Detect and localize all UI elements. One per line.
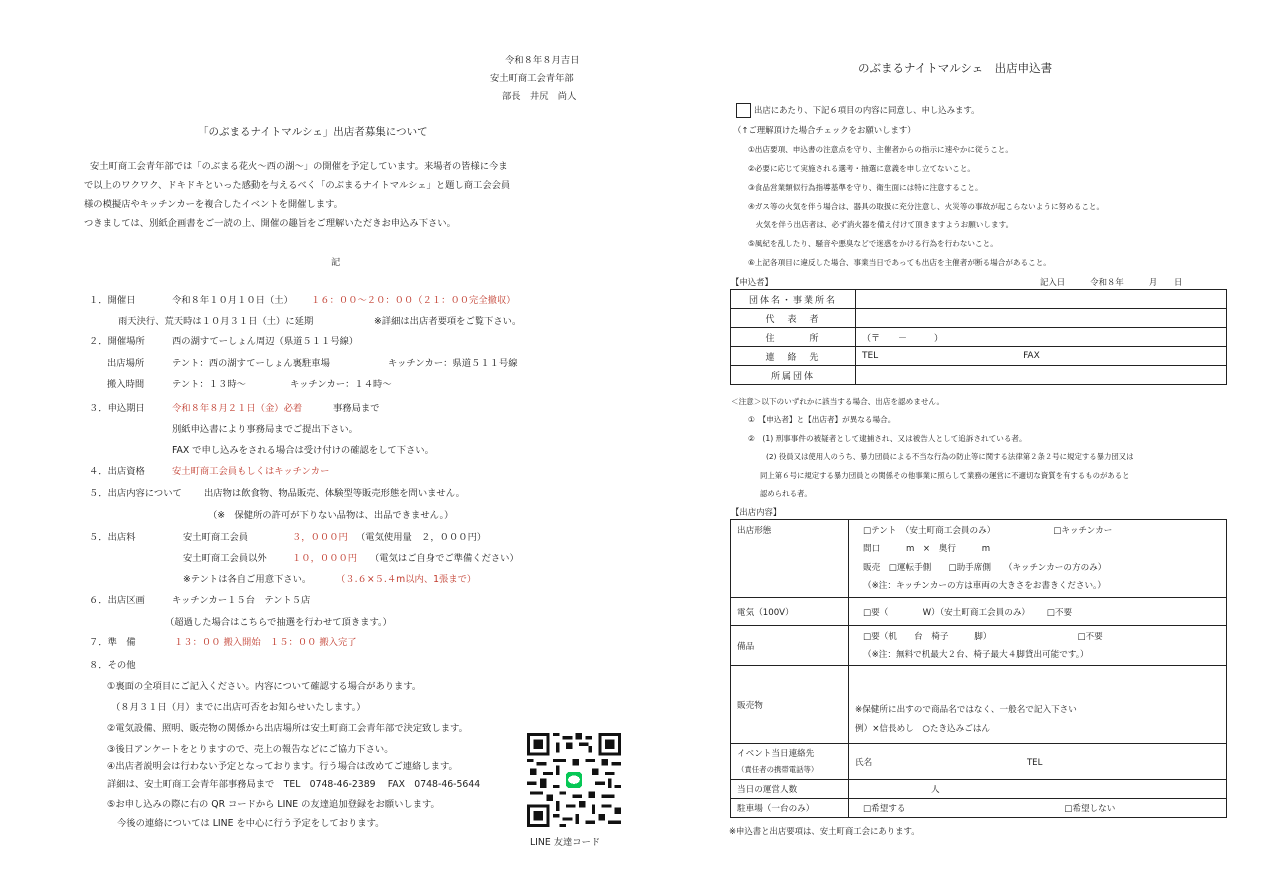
venue-value: 西の湖すてーしょん周辺（県道５１１号線） bbox=[172, 336, 359, 347]
fee-member-price: ３，０００円 bbox=[292, 532, 348, 543]
equip-field[interactable] bbox=[849, 626, 1227, 666]
equip-no-option[interactable]: □不要 bbox=[1077, 631, 1103, 642]
area-value: キッチンカー１５台 テント５店 bbox=[172, 595, 311, 606]
other-line-2: （８月３１日（月）までに出店可否をお知らせいたします。） bbox=[111, 702, 366, 713]
intro-line-4: つきましては、別紙企画書をご一読の上、開催の趣旨をご理解いただきお申込み下さい。 bbox=[84, 218, 456, 229]
affiliation-label: 所属団体 bbox=[731, 366, 856, 385]
rain-detail: ※詳細は出店者要項をご覧下さい。 bbox=[374, 316, 522, 327]
note-2-2: (2) 役員又は使用人のうち、暴力団員による不当な行為の防止等に関する法律第２条２号に規定する暴力団又は bbox=[766, 452, 1134, 461]
apply-label: ３．申込期日 bbox=[89, 403, 145, 414]
note-2-1: ② (1) 刑事事件の被疑者として逮捕され、又は被告人として追訴されている者。 bbox=[748, 434, 1027, 443]
type-tent-option[interactable]: □テント （安土町商工会員のみ） bbox=[863, 525, 996, 536]
staff-unit: 人 bbox=[931, 785, 940, 795]
other-line-5: ④出店者説明会は行わない予定となっております。行う場合は改めてご連絡します。 bbox=[107, 761, 458, 772]
frontage-row: 間口 m × 奥行 m bbox=[863, 544, 991, 554]
date-label: １．開催日 bbox=[89, 295, 136, 306]
sales-row: 販売 □運転手側 □助手席側 （キッチンカーの方のみ） bbox=[863, 562, 1107, 573]
intro-line-1: 安土町商工会青年部では「のぶまる花火～西の湖～」の開催を予定しています。来場者の皆様に今ま bbox=[90, 161, 508, 172]
notes-head: ＜注意＞以下のいずれかに該当する場合、出店を認めません。 bbox=[731, 397, 945, 406]
apply-line-3: FAX で申し込みをされる場合は受け付けの確認をして下さい。 bbox=[172, 445, 434, 456]
equip-label: 備品 bbox=[731, 626, 849, 666]
contact-tel-label: TEL bbox=[1026, 757, 1043, 768]
parking-yes-option[interactable]: □希望する bbox=[863, 804, 906, 814]
entry-date: 記入日 令和８年 月 日 bbox=[1040, 277, 1183, 287]
qr-caption: LINE 友達コード bbox=[530, 837, 601, 848]
rule-2: ②必要に応じて実施される選考・抽選に意義を申し立てないこと。 bbox=[748, 164, 976, 173]
fee-tent: ※テントは各自ご用意下さい。 bbox=[183, 574, 312, 585]
other-line-3: ②電気設備、照明、販売物の関係から出店場所は安土町商工会青年部で決定致します。 bbox=[107, 723, 468, 734]
area-label: ６．出店区画 bbox=[89, 595, 145, 606]
other-line-1: ①裏面の全項目にご記入ください。内容について確認する場合があります。 bbox=[107, 681, 422, 692]
apply-date: 令和８年８月２１日（金）必着 bbox=[172, 403, 303, 414]
prep-value: １３：００ 搬入開始 １５：００ 搬入完了 bbox=[174, 637, 357, 648]
fee-tent-size: （３.６×５.４m以内、1張まで） bbox=[336, 574, 477, 585]
other-line-4: ③後日アンケートをとりますので、売上の報告などにご協力下さい。 bbox=[107, 744, 394, 755]
form-title: のぶまるナイトマルシェ 出店申込書 bbox=[858, 61, 1053, 75]
agree-row bbox=[736, 103, 979, 118]
fee-member: 安土町商工会員 bbox=[183, 532, 249, 543]
fee-member-note: （電気使用量 ２，０００円） bbox=[356, 532, 487, 543]
apply-line-2: 別紙申込書により事務局までご提出下さい。 bbox=[172, 424, 358, 435]
note-2-4: 認められる者。 bbox=[760, 489, 812, 498]
prep-label: ７．準 備 bbox=[89, 637, 136, 648]
intro-line-2: で以上のワクワク、ドキドキといった感動を与えるべく「のぶまるナイトマルシェ」と題し商工会会員 bbox=[84, 180, 511, 191]
parking-no-option[interactable]: □希望しない bbox=[1064, 804, 1116, 814]
fax-label: FAX bbox=[1023, 351, 1040, 361]
other-line-qr: ⑤お申し込みの際に右の QR コードから LINE の友達追加登録をお願いします。 bbox=[107, 799, 440, 810]
fee-label: ５．出店料 bbox=[89, 532, 136, 543]
content-value: 出店物は飲食物、物品販売、体験型等販売形態を問いません。 bbox=[204, 488, 465, 499]
rain-note: 雨天決行、荒天時は１０月３１日（土）に延期 bbox=[118, 316, 314, 327]
fee-other-price: １０，０００円 bbox=[292, 553, 358, 564]
ki-heading: 記 bbox=[331, 257, 341, 268]
address-label: 住 所 bbox=[731, 328, 856, 347]
power-field[interactable] bbox=[849, 598, 1227, 626]
content-note: （※ 保健所の許可が下りない品物は、出品できません。） bbox=[208, 510, 454, 521]
carry-kitchen: キッチンカー：１４時～ bbox=[290, 379, 392, 390]
equip-need-option[interactable]: □要（机 台 椅子 脚） bbox=[863, 631, 992, 642]
qual-label: ４．出店資格 bbox=[89, 466, 145, 477]
contact-day-label-cell bbox=[731, 744, 849, 780]
shop-value: テント：西の湖すてーしょん裏駐車場 bbox=[172, 358, 330, 369]
contact-label: 連 絡 先 bbox=[731, 347, 856, 366]
type-label: 出店形態 bbox=[731, 520, 849, 598]
shop-label: 出店場所 bbox=[107, 358, 145, 369]
representative-label: 代 表 者 bbox=[731, 309, 856, 328]
equip-note: （※注：無料で机最大２台、椅子最大４脚貸出可能です。） bbox=[863, 649, 1089, 660]
line-qr-code[interactable] bbox=[527, 733, 621, 827]
contact-day-sub: （責任者の携帯電話等） bbox=[737, 764, 819, 774]
content-label: ５．出店内容について bbox=[89, 488, 182, 499]
contact-day-label: イベント当日連絡先 bbox=[737, 748, 815, 759]
other-label: ８．その他 bbox=[89, 660, 136, 671]
staff-label: 当日の運営人数 bbox=[731, 780, 849, 799]
power-label: 電気（100V） bbox=[731, 598, 849, 626]
intro-line-3: 様の模擬店やキッチンカーを複合したイベントを開催します。 bbox=[84, 199, 343, 210]
shop-kitchen: キッチンカー：県道５１１号線 bbox=[388, 358, 518, 369]
address-field[interactable]: （〒 － ） bbox=[856, 328, 1227, 347]
staff-field[interactable] bbox=[849, 780, 1227, 799]
org-name-field[interactable] bbox=[856, 290, 1227, 309]
org-name-label: 団体名・事業所名 bbox=[731, 290, 856, 309]
left-title: 「のぶまるナイトマルシェ」出店者募集について bbox=[198, 126, 428, 138]
rule-4b: 火気を伴う出店者は、必ず消火器を備え付けて頂きますようお願いします。 bbox=[748, 220, 1014, 229]
qual-value: 安土町商工会員もしくはキッチンカー bbox=[172, 466, 330, 477]
parking-label: 駐車場（一台のみ） bbox=[731, 799, 849, 818]
contact-field[interactable] bbox=[856, 347, 1227, 366]
venue-label: ２．開催場所 bbox=[89, 336, 145, 347]
issue-date: 令和８年８月吉日 bbox=[505, 55, 580, 66]
carry-tent: テント：１３時～ bbox=[172, 379, 246, 390]
power-no-option[interactable]: □不要 bbox=[1046, 607, 1073, 618]
affiliation-field[interactable] bbox=[856, 366, 1227, 385]
type-note: （※注：キッチンカーの方は車両の大きさをお書きください。） bbox=[863, 581, 1106, 591]
goods-example: 例）×信長めし ○たき込みごはん bbox=[855, 724, 991, 734]
rule-1: ①出店要項、申込書の注意点を守り、主催者からの指示に速やかに従うこと。 bbox=[748, 145, 1013, 154]
contact-name-label: 氏名 bbox=[855, 757, 873, 768]
contact-line: 詳細は、安土町商工会青年部事務局まで TEL 0748-46-2389 FAX 0748-46-5644 bbox=[107, 779, 481, 790]
contact-day-field[interactable] bbox=[849, 744, 1227, 780]
content-table bbox=[730, 519, 1227, 818]
apply-to: 事務局まで bbox=[333, 403, 380, 414]
date-value: 令和８年１０月１０日（土） bbox=[172, 295, 293, 306]
agree-checkbox[interactable] bbox=[736, 103, 751, 118]
note-2-3: 同上第６号に規定する暴力団員との関係その他事業に照らして業務の運営に不適切な資質を有するものがあると bbox=[760, 471, 1130, 480]
note-1: ① 【申込者】と【出店者】が異なる場合。 bbox=[748, 415, 896, 424]
type-field[interactable] bbox=[849, 520, 1227, 598]
date-time: １６：００～２０：００（２１：００完全撤収） bbox=[311, 295, 516, 306]
issuer-org: 安土町商工会青年部 bbox=[490, 73, 574, 84]
content-label: 【出店内容】 bbox=[731, 507, 782, 517]
rule-5: ⑤風紀を乱したり、騒音や悪臭などで迷惑をかける行為を行わないこと。 bbox=[748, 239, 998, 248]
goods-field[interactable] bbox=[849, 666, 1227, 744]
parking-field[interactable] bbox=[849, 799, 1227, 818]
goods-note: ※保健所に出すので商品名ではなく、一般名で記入下さい bbox=[855, 705, 1077, 715]
applicant-table bbox=[730, 289, 1227, 385]
other-line-line: 今後の連絡については LINE を中心に行う予定をしております。 bbox=[117, 818, 385, 829]
agree-sub: （↑ご理解頂けた場合チェックをお願いします） bbox=[733, 125, 916, 135]
rule-6: ⑥上記各項目に違反した場合、事業当日であっても出店を主催者が断る場合があること。 bbox=[748, 258, 1051, 267]
rule-3: ③食品営業類似行為指導基準を守り、衛生面には特に注意すること。 bbox=[748, 183, 983, 192]
power-need-option[interactable]: □要（ W）（安土町商工会員のみ） bbox=[863, 607, 1031, 618]
fee-other: 安土町商工会員以外 bbox=[183, 553, 267, 564]
type-kitchen-option[interactable]: □キッチンカー bbox=[1053, 525, 1113, 536]
agree-text: 出店にあたり、下記６項目の内容に同意し、申し込みます。 bbox=[754, 105, 980, 115]
goods-label: 販売物 bbox=[731, 666, 849, 744]
fee-other-note: （電気はご自身でご準備ください） bbox=[370, 553, 519, 564]
representative-field[interactable] bbox=[856, 309, 1227, 328]
area-note: （超過した場合はこちらで抽選を行わせて頂きます。） bbox=[165, 617, 392, 628]
issuer-chief: 部長 井尻 尚人 bbox=[502, 91, 577, 102]
rule-4: ④ガス等の火気を伴う場合は、器具の取扱に充分注意し、火災等の事故が起こらないように努めること。 bbox=[748, 202, 1105, 211]
applicant-label: 【申込者】 bbox=[731, 277, 773, 287]
carry-label: 搬入時間 bbox=[107, 379, 145, 390]
footer-note: ※申込書と出店要項は、安土町商工会にあります。 bbox=[729, 826, 920, 836]
tel-label: TEL bbox=[862, 351, 879, 361]
